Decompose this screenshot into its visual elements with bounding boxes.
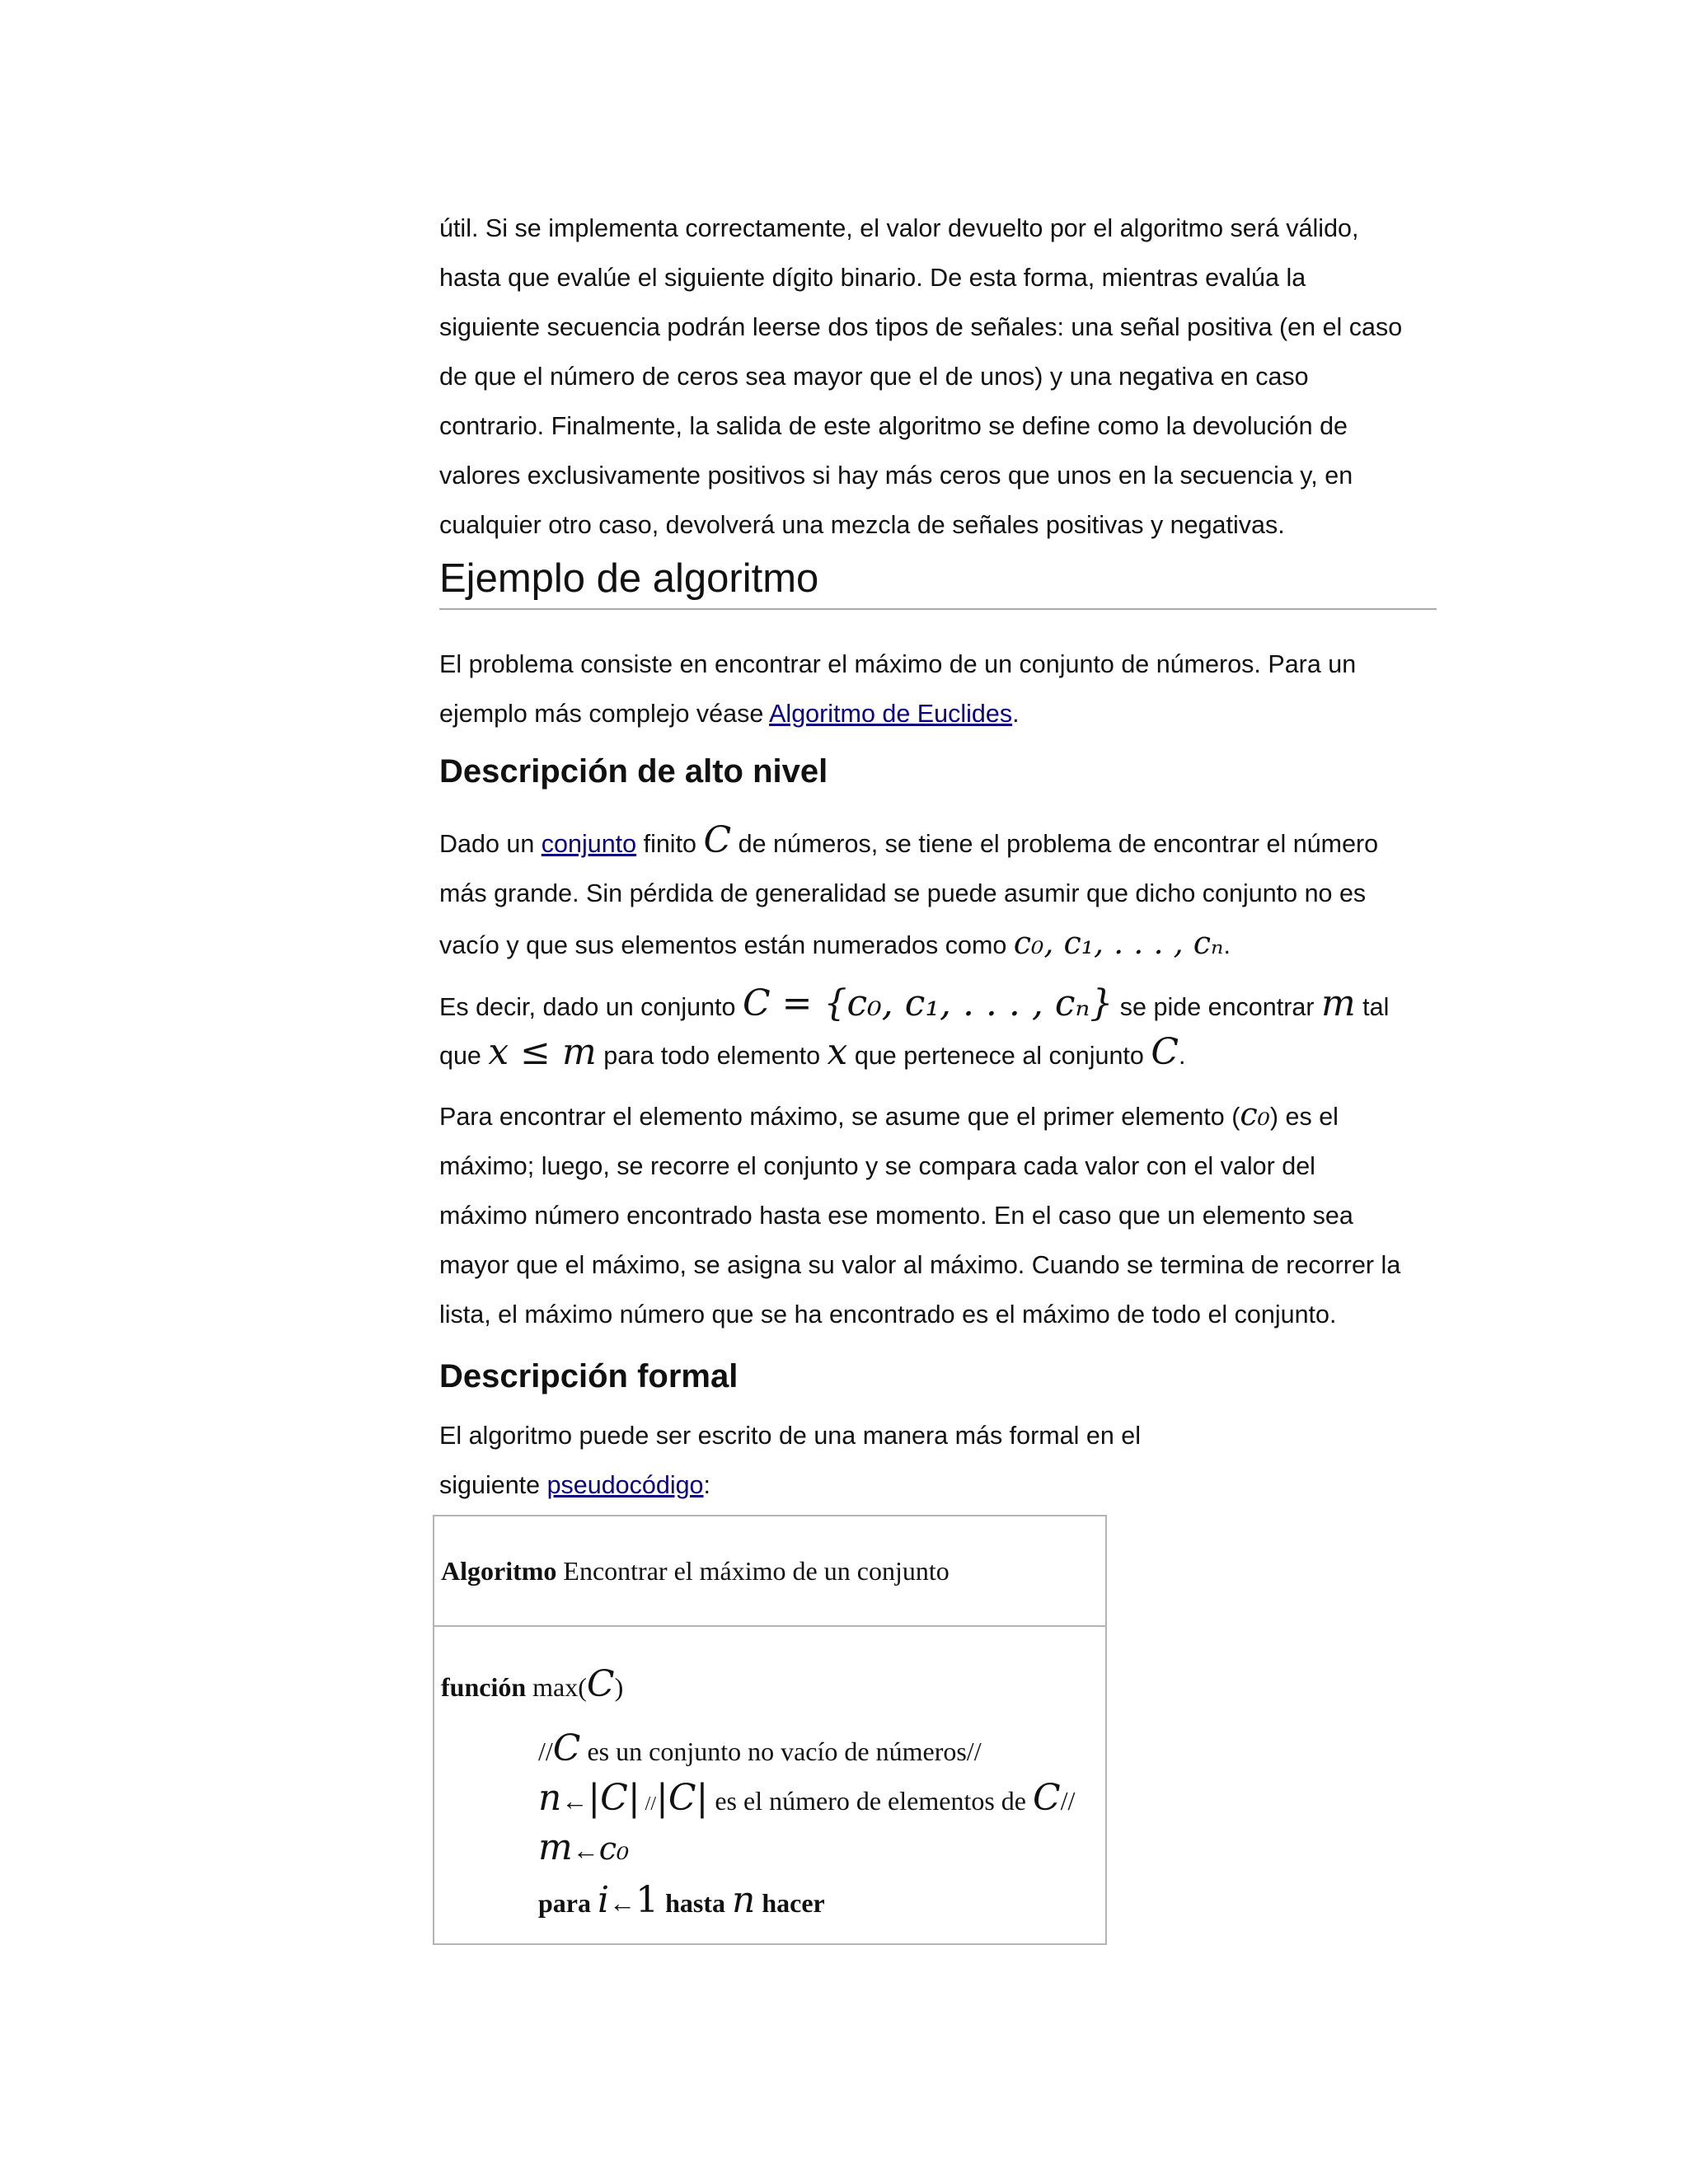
section-heading-example: Ejemplo de algoritmo — [439, 554, 1437, 610]
paragraph-line — [439, 1460, 1442, 1510]
text-span: Dado un — [439, 830, 542, 858]
text-span: Para encontrar el elemento máximo, se asume que el primer elemento ( — [439, 1103, 1240, 1131]
arrow-icon: ← — [609, 1888, 636, 1918]
math-i: i — [598, 1879, 610, 1921]
math-one: 1 — [635, 1879, 659, 1921]
algorithm-box — [433, 1515, 1107, 1945]
paragraph-line — [439, 1090, 1442, 1141]
paragraph-line: El algoritmo puede ser escrito de una manera más formal en el — [439, 1422, 1142, 1450]
algorithm-header — [434, 1516, 1105, 1627]
math-n: n — [731, 1879, 756, 1921]
arrow-icon: ← — [561, 1786, 588, 1816]
algorithm-title-text: Encontrar el máximo de un conjunto — [556, 1556, 950, 1586]
algorithm-loop-line — [538, 1879, 825, 1921]
text-span: de números, se tiene el problema de encontrar el número — [731, 830, 1379, 858]
high-level-paragraph-1 — [439, 816, 1442, 970]
text-span: es el número de elementos de — [708, 1786, 1033, 1816]
paragraph-line — [439, 1028, 1442, 1080]
text-span: siguiente — [439, 1471, 547, 1499]
paragraph-line: máximo; luego, se recorre el conjunto y se compara cada valor con el valor del — [439, 1152, 1315, 1180]
example-line: El problema consiste en encontrar el máximo de un conjunto de números. Para un — [439, 650, 1357, 678]
text-span: . — [1179, 1042, 1186, 1070]
text-span: ejemplo más complejo véase — [439, 700, 770, 728]
paragraph-line: mayor que el máximo, se asigna su valor al máximo. Cuando se termina de recorrer la — [439, 1251, 1401, 1279]
loop-keyword: hasta — [665, 1888, 725, 1918]
paragraph-line — [439, 918, 1442, 970]
math-C: C — [1032, 1777, 1061, 1819]
algorithm-assign-m-line — [538, 1826, 629, 1868]
loop-keyword: para — [538, 1888, 591, 1918]
text-span: . — [1012, 700, 1020, 728]
text-span: // — [1060, 1786, 1076, 1816]
math-element-list: c₀, c₁, . . . , cₙ — [1013, 925, 1224, 961]
text-span: // — [640, 1793, 657, 1815]
function-name: max( — [526, 1672, 587, 1702]
algorithm-function-line — [441, 1663, 623, 1705]
formal-paragraph — [439, 1411, 1442, 1510]
subheading-high-level: Descripción de alto nivel — [439, 753, 828, 790]
math-cardinality: |C| — [588, 1777, 640, 1819]
paragraph-line: lista, el máximo número que se ha encontrado es el máximo de todo el conjunto. — [439, 1301, 1337, 1329]
text-span: ) es el — [1269, 1103, 1339, 1131]
algorithm-keyword: Algoritmo — [441, 1556, 557, 1586]
example-paragraph — [439, 640, 1442, 738]
math-n: n — [538, 1777, 562, 1819]
text-span: : — [703, 1471, 711, 1499]
intro-line: cualquier otro caso, devolverá una mezcla de señales positivas y negativas. — [439, 511, 1285, 539]
example-line — [439, 689, 1442, 738]
link-algoritmo-de-euclides[interactable]: Algoritmo de Euclides — [769, 700, 1013, 728]
math-inequality: x ≤ m — [488, 1031, 597, 1073]
intro-line: valores exclusivamente positivos si hay más ceros que unos en la secuencia y, en — [439, 462, 1353, 490]
text-span: se pide encontrar — [1113, 993, 1321, 1021]
intro-paragraph — [439, 204, 1442, 550]
text-span: es un conjunto no vacío de números// — [580, 1736, 982, 1766]
text-span: vacío y que sus elementos están numerados como — [439, 931, 1014, 959]
text-span: Es decir, dado un conjunto — [439, 993, 743, 1021]
intro-line: útil. Si se implementa correctamente, el valor devuelto por el algoritmo será válido, — [439, 214, 1359, 242]
math-C: C — [1151, 1031, 1179, 1073]
text-span: que pertenece al conjunto — [847, 1042, 1151, 1070]
paragraph-line — [439, 816, 1442, 869]
algorithm-assign-n-line — [538, 1777, 1075, 1819]
text-span: . — [1223, 931, 1231, 959]
math-c0: c₀ — [1240, 1096, 1270, 1132]
math-C: C — [586, 1663, 615, 1705]
high-level-paragraph-3 — [439, 1090, 1442, 1339]
intro-line: hasta que evalúe el siguiente dígito binario. De esta forma, mientras evalúa la — [439, 264, 1306, 292]
algorithm-title — [441, 1556, 950, 1586]
text-span: // — [538, 1736, 553, 1766]
math-x: x — [827, 1031, 848, 1073]
math-c0: c₀ — [598, 1830, 630, 1867]
link-conjunto[interactable]: conjunto — [541, 830, 637, 858]
paragraph-line: más grande. Sin pérdida de generalidad se puede asumir que dicho conjunto no es — [439, 879, 1367, 907]
link-pseudocodigo[interactable]: pseudocódigo — [546, 1471, 704, 1499]
math-set-definition: C = {c₀, c₁, . . . , cₙ} — [742, 982, 1114, 1024]
math-cardinality: |C| — [656, 1777, 709, 1819]
subheading-formal: Descripción formal — [439, 1358, 738, 1394]
algorithm-comment-line — [538, 1727, 982, 1769]
intro-line: contrario. Finalmente, la salida de este algoritmo se define como la devolución de — [439, 412, 1348, 440]
high-level-paragraph-2 — [439, 979, 1442, 1080]
math-C: C — [703, 819, 732, 861]
paragraph-line — [439, 979, 1442, 1032]
text-span: tal — [1355, 993, 1390, 1021]
loop-keyword: hacer — [762, 1888, 825, 1918]
math-m: m — [538, 1826, 573, 1868]
text-span: para todo elemento — [596, 1042, 828, 1070]
paragraph-line: máximo número encontrado hasta ese momento. En el caso que un elemento sea — [439, 1202, 1353, 1230]
intro-line: siguiente secuencia podrán leerse dos tipos de señales: una señal positiva (en el caso — [439, 313, 1403, 341]
text-span: que — [439, 1042, 489, 1070]
arrow-icon: ← — [572, 1835, 599, 1865]
intro-line: de que el número de ceros sea mayor que el de unos) y una negativa en caso — [439, 363, 1309, 391]
function-keyword: función — [441, 1672, 527, 1702]
math-C: C — [552, 1727, 581, 1769]
text-span: finito — [636, 830, 704, 858]
text-span: ) — [614, 1672, 624, 1702]
math-m: m — [1320, 982, 1356, 1024]
